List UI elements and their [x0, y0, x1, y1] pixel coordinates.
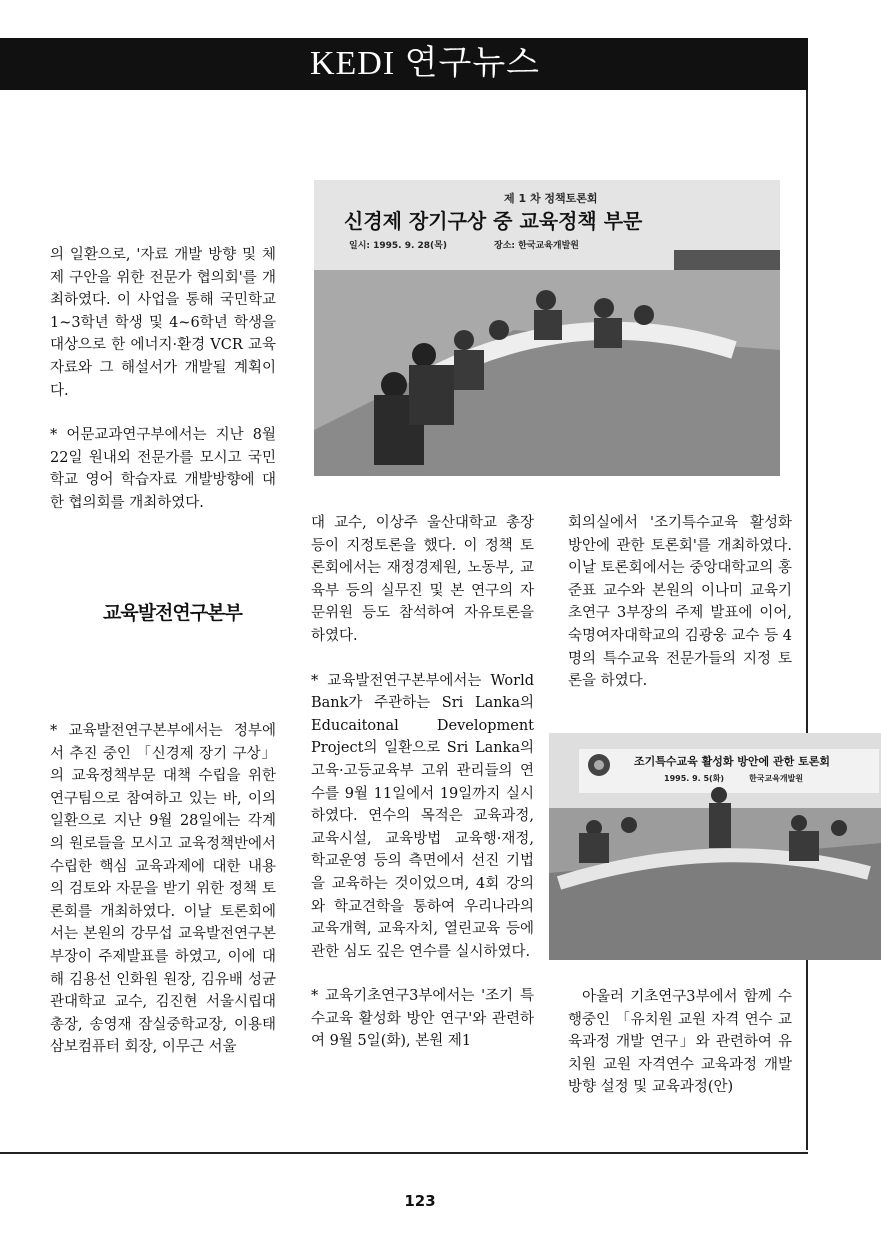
photo2-banner-org: 한국교육개발원 — [749, 774, 804, 783]
column-3-bottom — [568, 986, 792, 1099]
section-header-bar — [0, 38, 808, 90]
paragraph: 아울러 기초연구3부에서 함께 수행중인 「유치원 교원 자격 연수 교육과정 개발 연구」와 관련하여 유치원 교원 자격연수 교육과정 개발 방향 설정 및 교육과정(안) — [568, 989, 792, 1096]
paragraph: 대 교수, 이상주 울산대학교 총장 등이 지정토론을 했다. 이 정책 토론회에서는 재정경제원, 노동부, 교육부 등의 실무진 및 본 연구의 자문위원 등도 참석하여 자유토론을 하였다. — [311, 515, 534, 644]
paragraph: * 교육발전연구본부에서는 World Bank가 주관하는 Sri Lanka의 Educaitonal Development Project의 일환으로 Sri Lanka의 고육·고등교육부 고위 관리들의 연수를 9월 11일에서 19일까지 실시하였다. 연수의 목적은 교육과정, 교육시설, 교육방법 교육행·재정, 학교운영 등의 측면에서 선진 기법을 교육하는 것이었으며, 4회 강의와 학교견학을 통하여 우리나라의 교육개혁, 교육자치, 열린교육 등에 관한 심도 깊은 연수를 실시하였다. — [311, 672, 534, 960]
column-1-top — [50, 244, 276, 515]
paragraph: * 교육기초연구3부에서는 '조기 특수교육 활성화 방안 연구'와 관련하여 9월 5일(화), 본원 제1 — [311, 988, 534, 1050]
section-title: KEDI 연구뉴스 — [309, 45, 541, 82]
column-3-top — [568, 512, 792, 693]
paragraph: 회의실에서 '조기특수교육 활성화 방안에 관한 토론회'를 개최하였다. 이날 토론회에서는 중앙대학교의 홍준표 교수와 본원의 이나미 교육기초연구 3부장의 주제 발표에 이어, 숙명여자대학교의 김광웅 교수 등 4명의 특수교육 전문가들의 지정 토론을 하였다. — [568, 515, 792, 690]
paragraph: * 어문교과연구부에서는 지난 8월 22일 원내외 전문가를 모시고 국민학교 영어 학습자료 개발방향에 대한 협의회를 개최하였다. — [50, 427, 276, 511]
photo-banner-date: 일시: 1995. 9. 28(목) — [349, 241, 447, 251]
paragraph: * 교육발전연구본부에서는 정부에서 추진 중인 「신경제 장기 구상」의 교육정책부문 대책 수립을 위한 연구팀으로 참여하고 있는 바, 이의 일환으로 지난 9월 28일에는 각계의 원로들을 모시고 교육정책반에서 수립한 핵심 교육과제에 대한 내용의 검토와 자문을 받기 위한 정책 토론회를 개최하였다. 이날 토론회에서는 본원의 강무섭 교육발전연구본부장이 주제발표를 하였고, 이에 대해 김용선 인화원 원장, 김유배 성균관대학교 교수, 김진현 서울시립대 총장, 송영재 잠실중학교장, 이용태 삼보컴퓨터 회장, 이무근 서울 — [50, 723, 276, 1056]
column-divider-rule — [806, 90, 808, 1150]
photo-banner-place: 장소: 한국교육개발원 — [494, 241, 579, 251]
photo-banner-small: 제 1 차 정책토론회 — [504, 192, 598, 205]
photo2-banner-date: 1995. 9. 5(화) — [664, 774, 725, 783]
page-number: 123 — [404, 1192, 436, 1210]
bottom-rule — [0, 1152, 808, 1154]
paragraph: 의 일환으로, '자료 개발 방향 및 체제 구안을 위한 전문가 협의회'를 개최하였다. 이 사업을 통해 국민학교 1~3학년 학생 및 4~6학년 학생을 대상으로 한 에너지·환경 VCR 교육자료와 그 해설서가 개발될 계획이다. — [50, 247, 276, 399]
column-2 — [311, 512, 534, 1053]
policy-forum-photo — [314, 180, 780, 476]
photo2-banner-title: 조기특수교육 활성화 방안에 관한 토론회 — [634, 755, 830, 768]
section-heading: 교육발전연구본부 — [103, 602, 242, 624]
photo-banner-title: 신경제 장기구상 중 교육정책 부문 — [344, 209, 643, 233]
special-education-forum-photo — [549, 733, 881, 960]
column-1-body — [50, 720, 276, 1059]
